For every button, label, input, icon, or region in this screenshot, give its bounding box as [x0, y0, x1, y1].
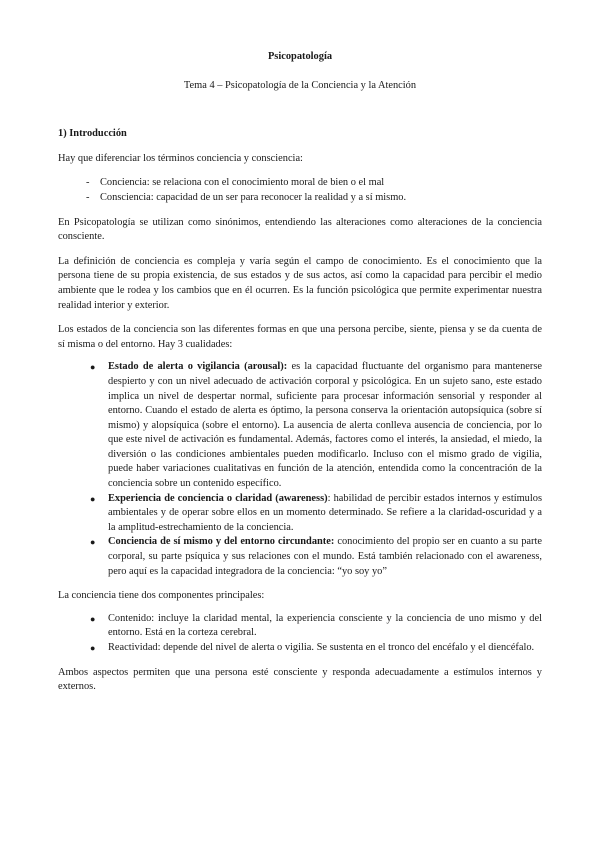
- list-item: - Conciencia: se relaciona con el conocimiento moral de bien o el mal: [88, 176, 542, 191]
- dash-marker: -: [86, 177, 90, 189]
- paragraph-synonyms: En Psicopatología se utilizan como sinónimos, entendiendo las alteraciones como alteraciones de la conciencia consciente.: [58, 216, 542, 243]
- bullet-marker: ●: [90, 362, 96, 373]
- list-item: - Consciencia: capacidad de un ser para reconocer la realidad y a sí mismo.: [88, 191, 542, 206]
- list-item: ● Estado de alerta o vigilancia (arousal): es la capacidad fluctuante del organismo para mantenerse despierto y con un nivel adecuado de activación corporal y psicológica. En un sujeto sano, este estado implica un nivel de despertar normal, suficiente para procesar información sensorial y responder al entorno. Cuando el estado de alerta es óptimo, la persona conserva la orientación autopsíquica (sobre sí mismo) y alopsíquica (sobre el entorno). La ausencia de alerta conlleva ausencia de conciencia, por lo que este nivel de activación es fundamental. Además, factores como el interés, la ansiedad, el miedo, la diversión o las condiciones ambientales pueden modificarlo. Incluso con el mismo grado de vigilia, puede haber variaciones cualitativas en función de la atención, entendida como la concentración de la conciencia sobre un contenido específico.: [90, 361, 542, 490]
- paragraph-definition: La definición de conciencia es compleja y varía según el campo de conocimiento. Es el conocimiento que la persona tiene de su propia existencia, de sus estados y de sus actos, así como la capacidad para percibir el medio ambiente que le rodea y los cambios que en él ocurren. Es la función psicológica que permite experimentar nuestra realidad interior y exterior.: [58, 255, 542, 311]
- paragraph-components: La conciencia tiene dos componentes principales:: [58, 590, 265, 602]
- document-subtitle: Tema 4 – Psicopatología de la Conciencia y la Atención: [183, 79, 417, 91]
- list-item: ● Reactividad: depende del nivel de alerta o vigilia. Se sustenta en el tronco del encéfalo y el diencéfalo.: [108, 641, 542, 656]
- bullet-marker: ●: [90, 613, 96, 624]
- paragraph-intro: Hay que diferenciar los términos conciencia y consciencia:: [58, 152, 303, 164]
- section-heading: 1) Introducción: [58, 128, 127, 140]
- paragraph-states: Los estados de la conciencia son las diferentes formas en que una persona percibe, siente, piensa y se da cuenta de sí misma o del entorno. Hay 3 cualidades:: [58, 324, 542, 350]
- list-item: ● Contenido: incluye la claridad mental, la experiencia consciente y la conciencia de uno mismo y del entorno. Está en la corteza cerebral.: [90, 612, 542, 639]
- bullet-marker: ●: [90, 537, 96, 548]
- dash-list: [58, 176, 542, 205]
- bullet-marker: ●: [90, 643, 96, 653]
- document-title: Psicopatología: [267, 51, 333, 62]
- bullet-marker: ●: [90, 493, 96, 504]
- list-item: ● Conciencia de sí mismo y del entorno circundante: conocimiento del propio ser en cuanto a su parte corporal, su parte psíquica y sus relaciones con el mundo. Está también relacionado con el awareness, pero aquí es la capacidad integradora de la conciencia: “yo soy yo”: [90, 536, 542, 577]
- paragraph-conclusion: Ambos aspectos permiten que una persona esté consciente y responda adecuadamente a estímulos internos y externos.: [58, 666, 542, 693]
- dash-marker: -: [86, 191, 90, 203]
- qualities-list: [58, 360, 542, 579]
- list-item: ● Experiencia de conciencia o claridad (awareness): habilidad de percibir estados internos y estímulos ambientales y de operar sobre ellos en un momento determinado. Se refiere a la claridad-oscuridad y a la amplitud-estrechamiento de la conciencia.: [90, 492, 542, 533]
- components-list: [58, 612, 542, 656]
